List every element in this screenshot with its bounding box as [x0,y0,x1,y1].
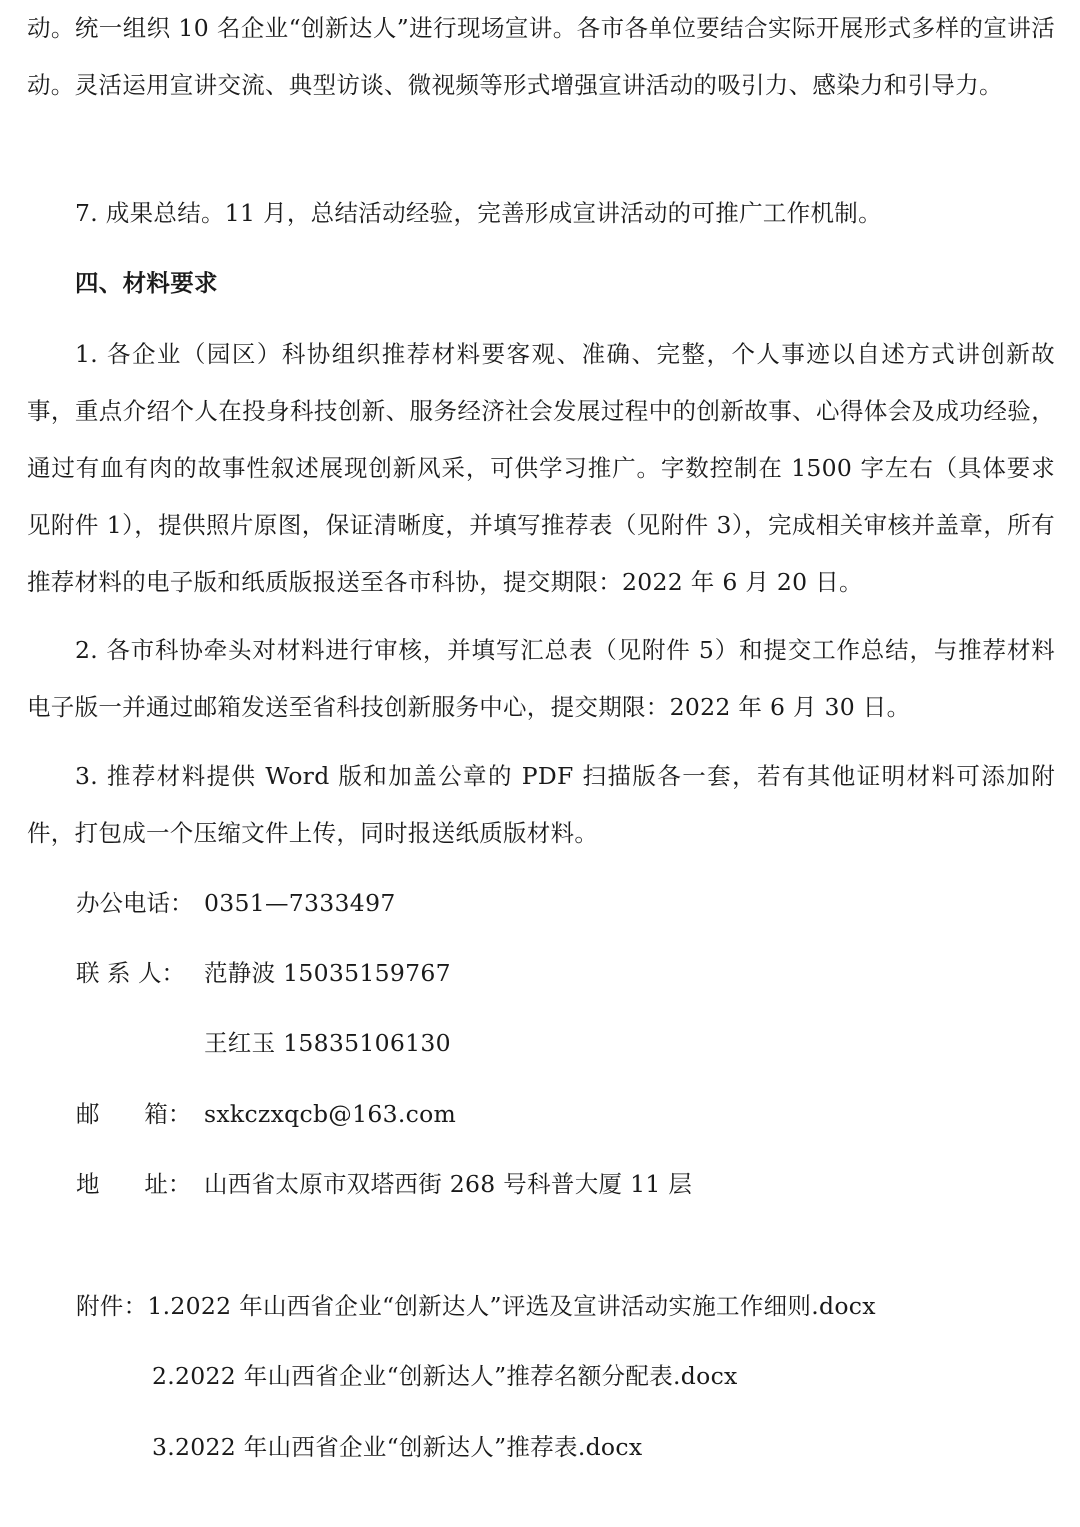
attachment-row-3 [152,1430,642,1464]
contact-person-row [76,956,451,990]
contact-person-2-row [204,1026,451,1060]
contact-person-1: 范静波 15035159767 [204,959,451,987]
attachment-row-1 [76,1289,876,1323]
address-value: 山西省太原市双塔西街 268 号科普大厦 11 层 [204,1170,693,1198]
attachment-link-1[interactable]: 1.2022 年山西省企业“创新达人”评选及宣讲活动实施工作细则.docx [147,1292,876,1320]
section-heading-materials: 四、材料要求 [75,269,218,297]
attachment-link-3[interactable]: 3.2022 年山西省企业“创新达人”推荐表.docx [152,1433,643,1461]
address-label: 地 址： [76,1170,192,1198]
contact-email-row [76,1097,456,1131]
contact-person-label: 联 系 人： [76,959,185,987]
paragraph-material-1: 1. 各企业（园区）科协组织推荐材料要客观、准确、完整，个人事迹以自述方式讲创新故事，重点介绍个人在投身科技创新、服务经济社会发展过程中的创新故事、心得体会及成功经验，通过有血有肉的故事性叙述展现创新风采，可供学习推广。字数控制在 1500 字左右（具体要求见附件 1），提供照片原图，保证清晰度，并填写推荐表（见附件 3），完成相关审核并盖章，所有推荐材料的电子版和纸质版报送至各市科协，提交期限：2022 年 6 月 20 日。 [27,340,1055,596]
attachment-row-2 [152,1359,738,1393]
attachments-label: 附件： [76,1292,148,1320]
paragraph-material-3: 3. 推荐材料提供 Word 版和加盖公章的 PDF 扫描版各一套，若有其他证明材料可添加附件，打包成一个压缩文件上传，同时报送纸质版材料。 [27,762,1055,847]
contact-person-2: 王红玉 15835106130 [204,1029,451,1057]
email-label: 邮 箱： [76,1100,192,1128]
attachment-link-2[interactable]: 2.2022 年山西省企业“创新达人”推荐名额分配表.docx [152,1362,738,1390]
phone-value: 0351—7333497 [204,889,396,917]
paragraph-item-7: 7. 成果总结。11 月，总结活动经验，完善形成宣讲活动的可推广工作机制。 [75,199,882,227]
phone-label: 办公电话： [76,889,194,917]
contact-address-row [76,1167,692,1201]
paragraph-material-2: 2. 各市科协牵头对材料进行审核，并填写汇总表（见附件 5）和提交工作总结，与推荐材料电子版一并通过邮箱发送至省科技创新服务中心，提交期限：2022 年 6 月 30 日。 [27,636,1055,721]
paragraph-intro: 动。统一组织 10 名企业“创新达人”进行现场宣讲。各市各单位要结合实际开展形式多样的宣讲活动。灵活运用宣讲交流、典型访谈、微视频等形式增强宣讲活动的吸引力、感染力和引导力。 [27,14,1055,99]
email-value[interactable]: sxkczxqcb@163.com [204,1100,457,1128]
contact-phone-row [76,886,396,920]
